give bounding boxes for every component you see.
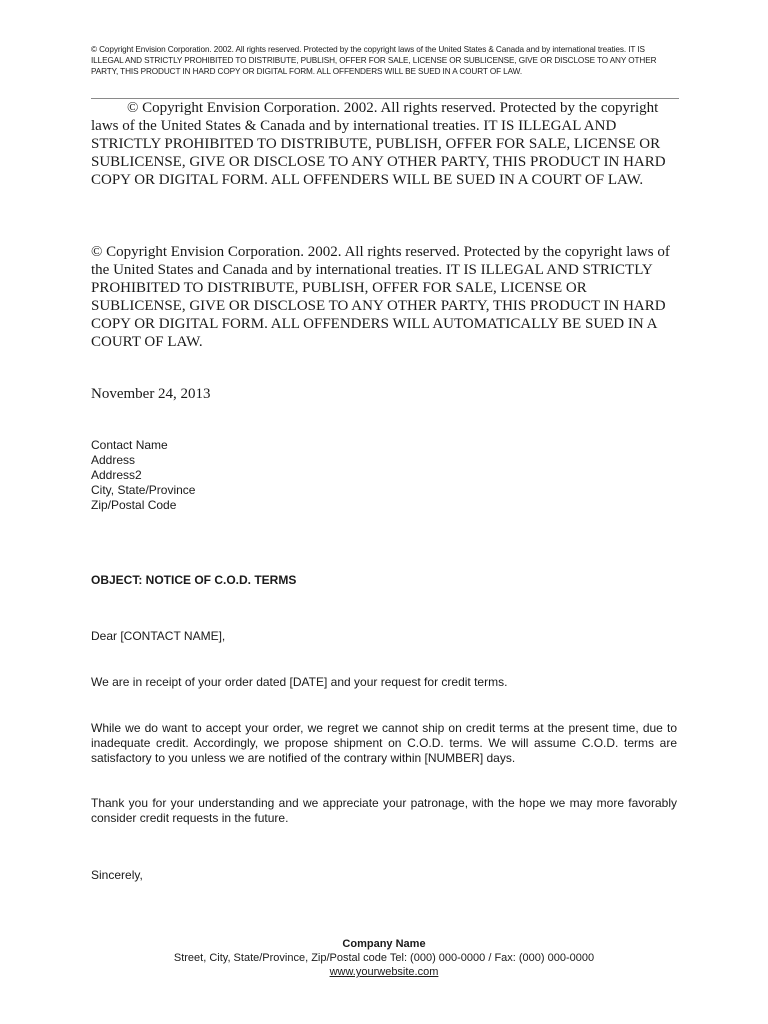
header-copyright-notice: © Copyright Envision Corporation. 2002. All rights reserved. Protected by the copyright laws of the United States & Canada and by international treaties. IT IS ILLEGAL AND STRICTLY PROHIBITED TO DISTRIBUTE, PUBLISH, OFFER FOR SALE, LICENSE OR SUBLICENSE, GIVE OR DISCLOSE TO ANY OTHER PARTY, THIS PRODUCT IN HARD COPY OR DIGITAL FORM. ALL OFFENDERS WILL BE SUED IN A COURT OF LAW. <box>91 45 657 76</box>
recipient-address <box>91 438 195 513</box>
address-zip: Zip/Postal Code <box>91 498 177 512</box>
address-line-1: Address <box>91 453 136 467</box>
letter-date: November 24, 2013 <box>91 386 211 402</box>
letter-salutation: Dear [CONTACT NAME], <box>91 629 226 643</box>
letter-paragraph: We are in receipt of your order dated [DATE] and your request for credit terms. <box>91 675 508 689</box>
copyright-notice-second: © Copyright Envision Corporation. 2002. All rights reserved. Protected by the copyright laws of the United States and Canada and by international treaties. IT IS ILLEGAL AND STRICTLY PROHIBITED TO DISTRIBUTE, PUBLISH, OFFER FOR SALE, LICENSE OR SUBLICENSE, GIVE OR DISCLOSE TO ANY OTHER PARTY, THIS PRODUCT IN HARD COPY OR DIGITAL FORM. ALL OFFENDERS WILL AUTOMATICALLY BE SUED IN A COURT OF LAW. <box>91 244 670 350</box>
letter-closing: Sincerely, <box>91 868 143 882</box>
footer-website-link[interactable]: www.yourwebsite.com <box>329 966 439 978</box>
letter-subject: OBJECT: NOTICE OF C.O.D. TERMS <box>91 573 297 587</box>
copyright-notice-first: © Copyright Envision Corporation. 2002. All rights reserved. Protected by the copyright laws of the United States & Canada and by international treaties. IT IS ILLEGAL AND STRICTLY PROHIBITED TO DISTRIBUTE, PUBLISH, OFFER FOR SALE, LICENSE OR SUBLICENSE, GIVE OR DISCLOSE TO ANY OTHER PARTY, THIS PRODUCT IN HARD COPY OR DIGITAL FORM. ALL OFFENDERS WILL BE SUED IN A COURT OF LAW. <box>91 100 666 188</box>
address-line-2: Address2 <box>91 468 142 482</box>
footer-company-name: Company Name <box>342 938 426 950</box>
footer-contact-details: Street, City, State/Province, Zip/Postal code Tel: (000) 000-0000 / Fax: (000) 000-0000 <box>173 952 595 964</box>
address-city-state: City, State/Province <box>91 483 196 497</box>
address-contact-name: Contact Name <box>91 438 168 452</box>
letter-footer <box>0 937 768 979</box>
letter-paragraph: While we do want to accept your order, we regret we cannot ship on credit terms at the present time, due to inadequate credit. Accordingly, we propose shipment on C.O.D. terms. We will assume C.O.D. terms are satisfactory to you unless we are notified of the contrary within [NUMBER] days. <box>91 721 677 765</box>
letter-paragraph: Thank you for your understanding and we appreciate your patronage, with the hope we may more favorably consider credit requests in the future. <box>91 796 677 825</box>
